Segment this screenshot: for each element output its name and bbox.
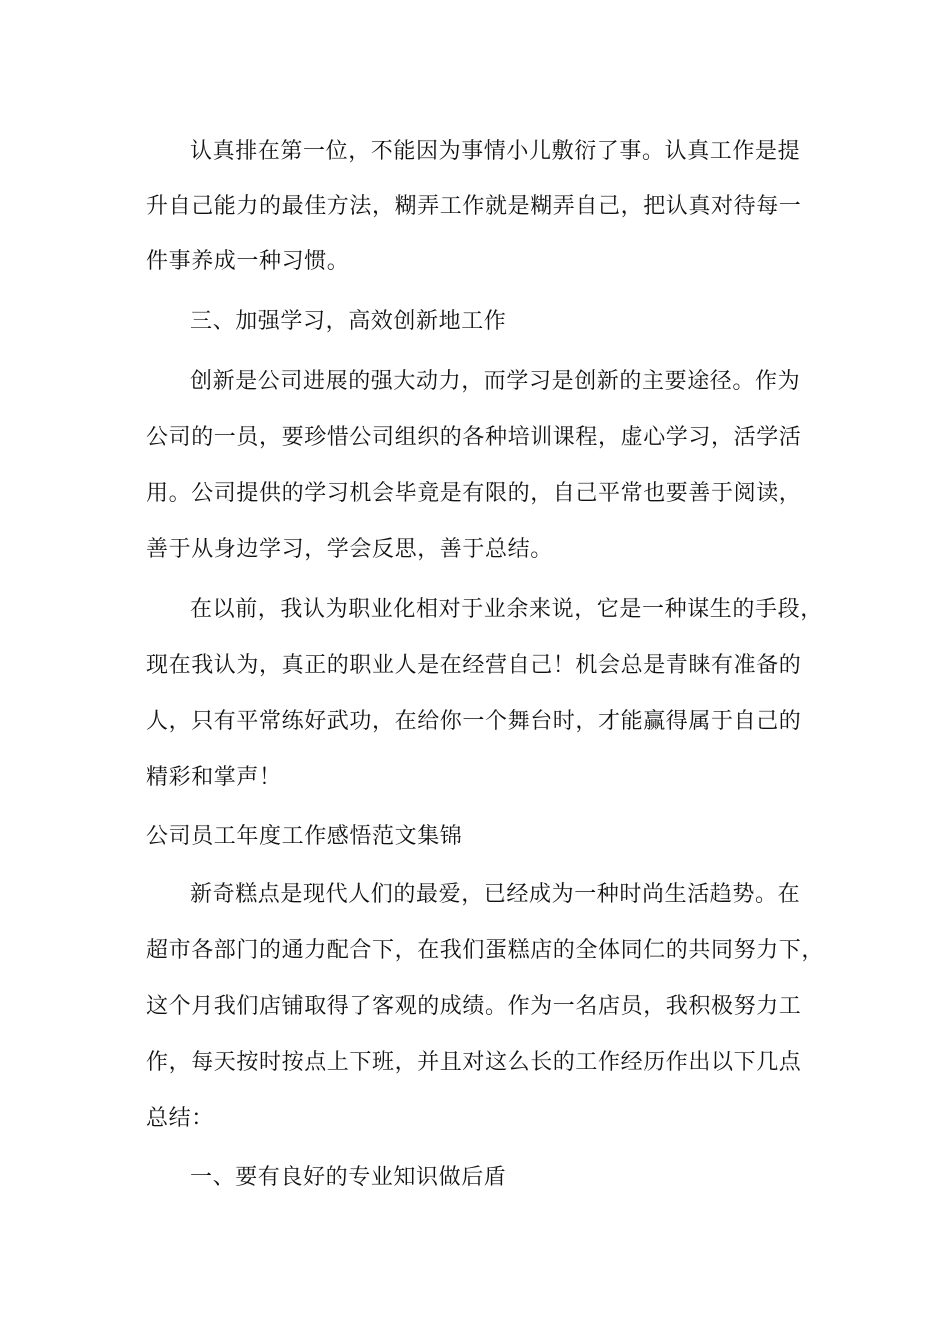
paragraph-line: 认真排在第一位，不能因为事情小儿敷衍了事。认真工作是提 bbox=[190, 139, 801, 164]
section-heading: 三、加强学习，高效创新地工作 bbox=[190, 309, 507, 334]
document-title: 公司员工年度工作感悟范文集锦 bbox=[146, 824, 463, 849]
paragraph-line: 公司的一员，要珍惜公司组织的各种培训课程，虚心学习，活学活 bbox=[146, 425, 802, 450]
paragraph-line: 新奇糕点是现代人们的最爱，已经成为一种时尚生活趋势。在 bbox=[190, 882, 801, 907]
paragraph-line: 升自己能力的最佳方法，糊弄工作就是糊弄自己，把认真对待每一 bbox=[146, 194, 802, 219]
paragraph-line: 善于从身边学习，学会反思，善于总结。 bbox=[146, 537, 553, 562]
paragraph-line: 超市各部门的通力配合下，在我们蛋糕店的全体同仁的共同努力下， bbox=[146, 938, 825, 963]
paragraph-line: 作，每天按时按点上下班，并且对这么长的工作经历作出以下几点 bbox=[146, 1050, 802, 1075]
paragraph-line: 用。公司提供的学习机会毕竟是有限的，自己平常也要善于阅读， bbox=[146, 481, 802, 506]
paragraph-line: 创新是公司进展的强大动力，而学习是创新的主要途径。作为 bbox=[190, 369, 801, 394]
paragraph-line: 人，只有平常练好武功，在给你一个舞台时，才能赢得属于自己的 bbox=[146, 709, 802, 734]
section-heading: 一、要有良好的专业知识做后盾 bbox=[190, 1165, 507, 1190]
paragraph-line: 件事养成一种习惯。 bbox=[146, 249, 350, 274]
paragraph-line: 精彩和掌声！ bbox=[146, 765, 282, 790]
paragraph-line: 在以前，我认为职业化相对于业余来说，它是一种谋生的手段， bbox=[190, 597, 823, 622]
paragraph-line: 现在我认为，真正的职业人是在经营自己！机会总是青睐有准备的 bbox=[146, 653, 802, 678]
paragraph-line: 这个月我们店铺取得了客观的成绩。作为一名店员，我积极努力工 bbox=[146, 994, 802, 1019]
paragraph-line: 总结： bbox=[146, 1106, 214, 1131]
